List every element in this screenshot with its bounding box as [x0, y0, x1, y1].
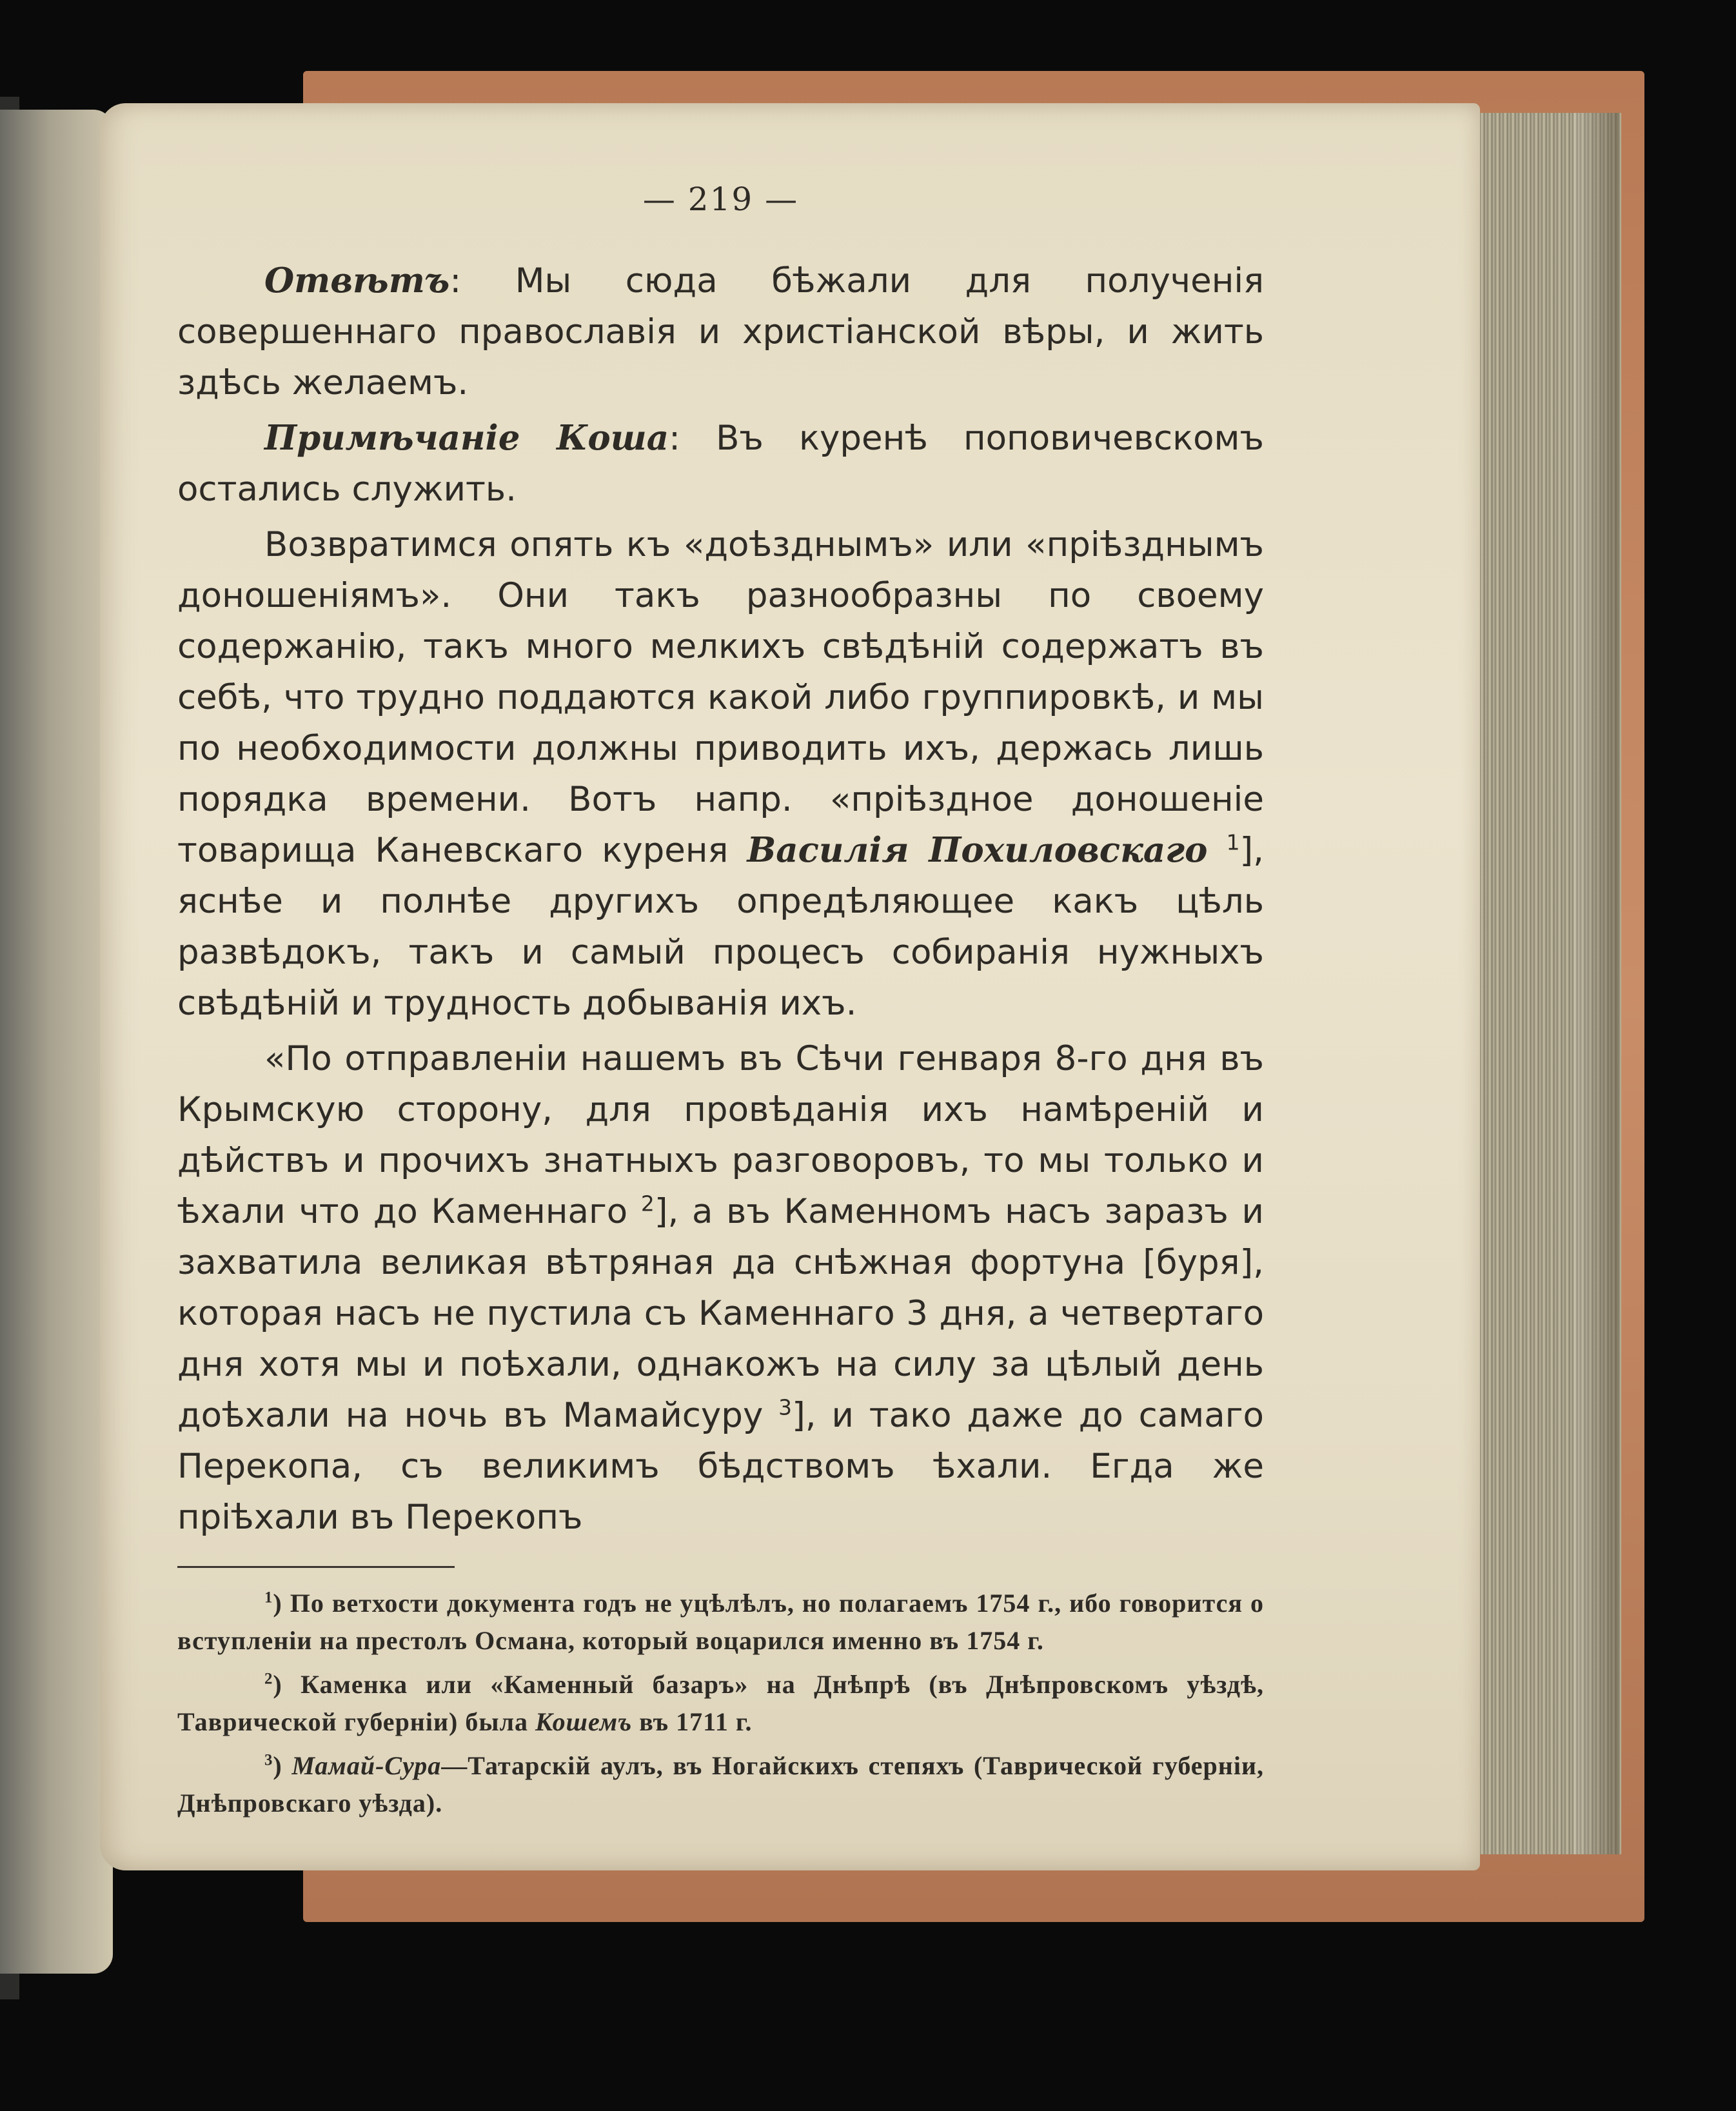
footnote-2: $^2$) Каменка или «Каменный базаръ» на Днѣпрѣ (въ Днѣпровскомъ уѣздѣ, Таврической губерніи) была Кошемъ въ 1711 г.: [177, 1670, 1264, 1736]
footnote-1: $^1$) По ветхости документа годъ не уцѣлѣлъ, но полагаемъ 1754 г., ибо говорится о вступленіи на престолъ Османа, который воцарился именно въ 1754 г.: [177, 1589, 1264, 1655]
reports-text-after: ], яснѣе и полнѣе другихъ опредѣляющее какъ цѣль развѣдокъ, такъ и самый процесъ собиранія нужныхъ свѣдѣній и трудность добыванія ихъ.: [177, 831, 1264, 1023]
page-content: [177, 181, 1264, 1829]
page-number: — 219 —: [642, 181, 799, 218]
footnote-1-number: 1: [264, 1589, 273, 1607]
footnote-3: $^3$) Мамай-Сура—Татарскій аулъ, въ Ногайскихъ степяхъ (Таврической губерніи, Днѣпровскаго уѣзда).: [177, 1751, 1264, 1818]
answer-label: Отвѣтъ: [264, 261, 450, 301]
footnote-ref-3: 3: [778, 1394, 793, 1420]
paragraph-quote: [177, 1033, 1264, 1543]
paragraph-note: [177, 413, 1264, 515]
footnote-3-text: —Татарскій аулъ, въ Ногайскихъ степяхъ (Таврической губерніи, Днѣпровскаго уѣзда).: [177, 1751, 1264, 1818]
quote-part-3: ], и тако даже до самаго Перекопа, съ великимъ бѣдствомъ ѣхали. Егда же пріѣхали въ Перекопъ: [177, 1396, 1264, 1537]
facing-page: [0, 110, 113, 1974]
quote-part-2: ], а въ Каменномъ насъ заразъ и захватила великая вѣтряная да снѣжная фортуна [буря], которая насъ не пустила съ Каменнаго 3 дня, а четвертаго дня хотя мы и поѣхали, однакожъ на силу за цѣлый день доѣхали на ночь въ Мамайсуру: [177, 1192, 1264, 1435]
book-page: [100, 103, 1480, 1870]
footnote-ref-2: 2: [640, 1191, 655, 1216]
footnote-ref-1: 1: [1226, 829, 1240, 855]
note-label: Примѣчаніе Коша: [264, 418, 669, 458]
person-name: Василія Похиловскаго: [747, 830, 1208, 870]
paragraph-reports: [177, 519, 1264, 1029]
footnote-2-number: 2: [264, 1670, 273, 1688]
footnote-divider: [177, 1566, 455, 1568]
page-stack-shade: [1573, 113, 1619, 1854]
reports-text-before: Возвратимся опять къ «доѣзднымъ» или «пріѣзднымъ доношеніямъ». Они такъ разнообразны по своему содержанію, такъ много мелкихъ свѣдѣній содержатъ въ себѣ, что трудно поддаются какой либо группировкѣ, и мы по необходимости должны приводить ихъ, держась лишь порядка времени. Вотъ напр. «пріѣздное доношеніе товарища Каневскаго куреня: [177, 525, 1264, 870]
paragraph-answer: [177, 255, 1264, 408]
footnote-1-text: По ветхости документа годъ не уцѣлѣлъ, но полагаемъ 1754 г., ибо говорится о вступленіи на престолъ Османа, который воцарился именно въ 1754 г.: [177, 1589, 1264, 1655]
footnote-3-number: 3: [264, 1751, 273, 1769]
answer-text: : Мы сюда бѣжали для полученія совершеннаго православія и христіанской вѣры, и жить здѣсь желаемъ.: [177, 261, 1264, 402]
footnote-2-emphasis: Кошемъ: [535, 1707, 633, 1736]
note-text: : Въ куренѣ поповичевскомъ остались служить.: [177, 419, 1264, 509]
footnote-3-emphasis: Мамай-Сура: [291, 1751, 442, 1780]
footnote-2-text-after: въ 1711 г.: [632, 1707, 753, 1736]
quote-part-1: «По отправленіи нашемъ въ Сѣчи генваря 8-го дня въ Крымскую сторону, для провѣданія ихъ намѣреній и дѣйствъ и прочихъ знатныхъ разговоровъ, то мы только и ѣхали что до Каменнаго: [177, 1039, 1264, 1231]
footnote-2-text-before: Каменка или «Каменный базаръ» на Днѣпрѣ (въ Днѣпровскомъ уѣздѣ, Таврической губерніи) была: [177, 1670, 1264, 1736]
